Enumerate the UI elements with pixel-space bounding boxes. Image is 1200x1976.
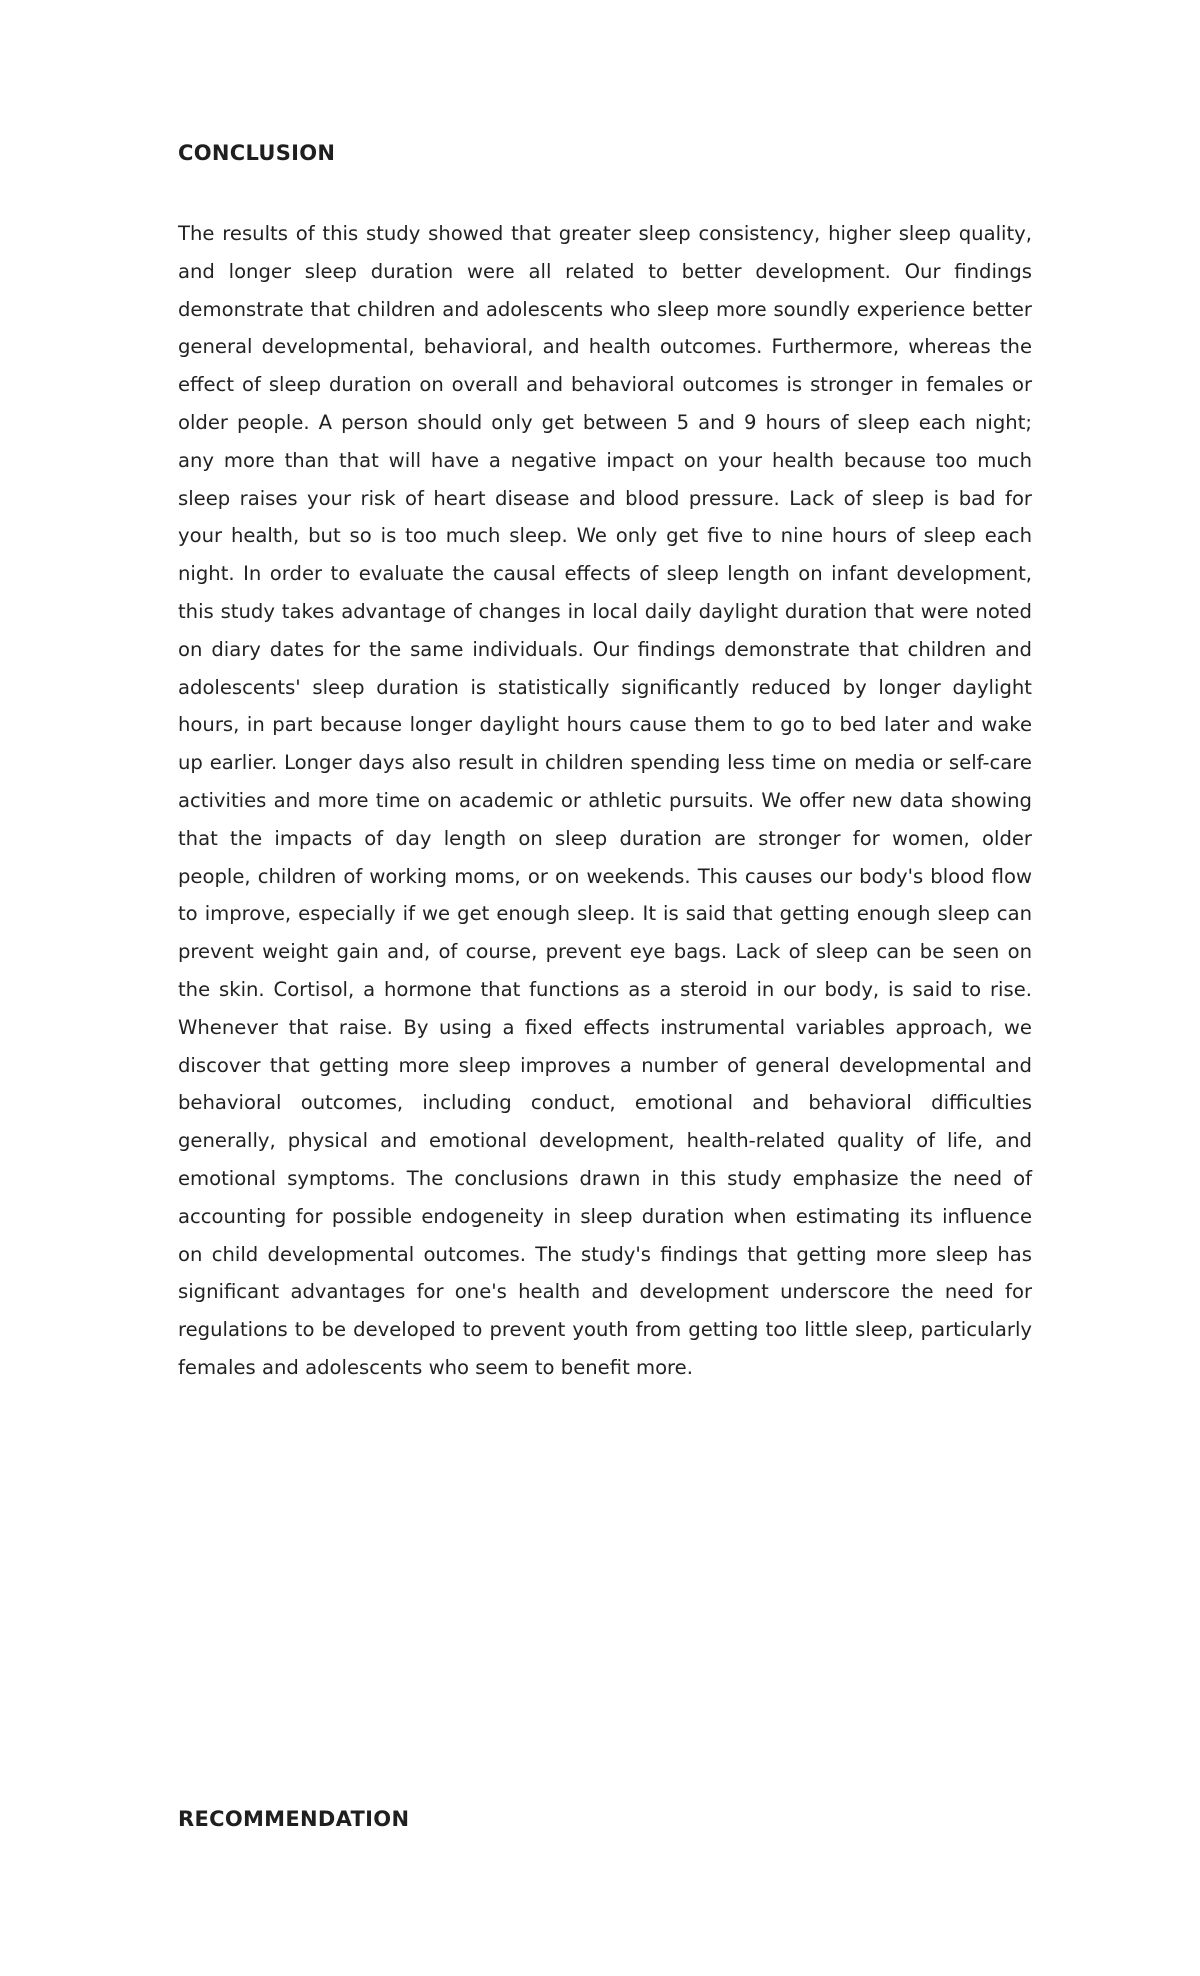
conclusion-heading: CONCLUSION bbox=[178, 141, 336, 165]
recommendation-heading: RECOMMENDATION bbox=[178, 1807, 410, 1831]
conclusion-paragraph: The results of this study showed that greater sleep consistency, higher sleep quality, and longer sleep duration were all related to better development. Our findings demonstrate that children and adolescents who sleep more soundly experience better general developmental, behavioral, and health outcomes. Furthermore, whereas the effect of sleep duration on overall and behavioral outcomes is stronger in females or older people. A person should only get between 5 and 9 hours of sleep each night; any more than that will have a negative impact on your health because too much sleep raises your risk of heart disease and blood pressure. Lack of sleep is bad for your health, but so is too much sleep. We only get five to nine hours of sleep each night. In order to evaluate the causal effects of sleep length on infant development, this study takes advantage of changes in local daily daylight duration that were noted on diary dates for the same individuals. Our findings demonstrate that children and adolescents' sleep duration is statistically significantly reduced by longer daylight hours, in part because longer daylight hours cause them to go to bed later and wake up earlier. Longer days also result in children spending less time on media or self-care activities and more time on academic or athletic pursuits. We offer new data showing that the impacts of day length on sleep duration are stronger for women, older people, children of working moms, or on weekends. This causes our body's blood flow to improve, especially if we get enough sleep. It is said that getting enough sleep can prevent weight gain and, of course, prevent eye bags. Lack of sleep can be seen on the skin. Cortisol, a hormone that functions as a steroid in our body, is said to rise. Whenever that raise. By using a fixed effects instrumental variables approach, we discover that getting more sleep improves a number of general developmental and behavioral outcomes, including conduct, emotional and behavioral difficulties generally, physical and emotional development, health-related quality of life, and emotional symptoms. The conclusions drawn in this study emphasize the need of accounting for possible endogeneity in sleep duration when estimating its influence on child developmental outcomes. The study's findings that getting more sleep has significant advantages for one's health and development underscore the need for regulations to be developed to prevent youth from getting too little sleep, particularly females and adolescents who seem to benefit more. bbox=[178, 222, 1032, 1379]
